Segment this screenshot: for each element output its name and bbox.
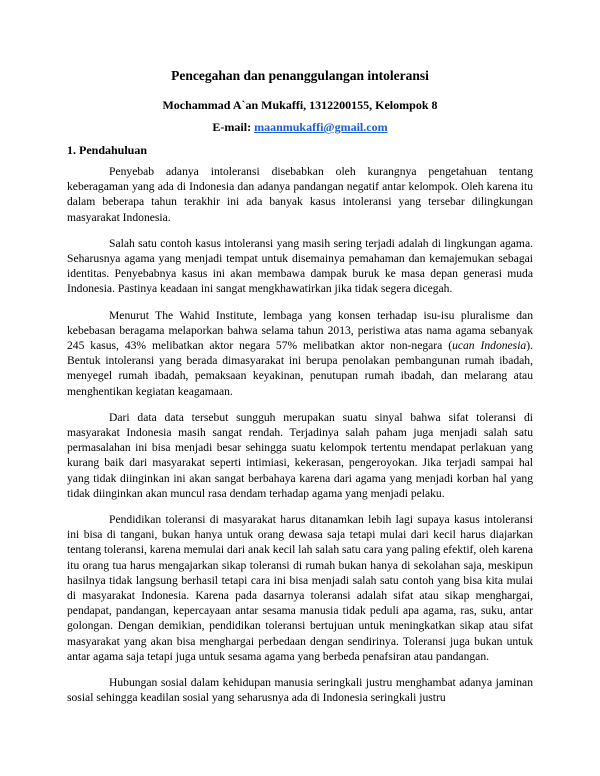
paragraph-4: Dari data data tersebut sungguh merupakan suatu sinyal bahwa sifat toleransi di masyarakat Indonesia masih sangat rendah. Terjadinya salah paham juga menjadi salah satu permasalahan ini bisa menjadi besar sehingga suatu kelompok tertentu mendapat perlakuan yang kurang baik dari masyarakat seperti intimiasi, kekerasan, pengeroyokan. Jika terjadi sampai hal yang tidak diinginkan ini akan sangat berbahaya karena dari agama yang menjadi korban hal yang tidak diinginkan akan muncul rasa dendam terhadap agama yang menjadi pelaku. (67, 410, 533, 500)
document-title: Pencegahan dan penanggulangan intoleransi (171, 68, 429, 83)
paragraph-2: Salah satu contoh kasus intoleransi yang masih sering terjadi adalah di lingkungan agama. Seharusnya agama yang menjadi tempat untuk disemainya pemahaman dan kemajemukan sebagai identitas. Penyebabnya kasus ini akan membawa dampak buruk ke masa depan generasi muda Indonesia. Pastinya keadaan ini sangat mengkhawatirkan jika tidak segera dicegah. (67, 236, 533, 296)
email-link[interactable]: maanmukaffi@gmail.com (254, 120, 388, 134)
document-body (67, 164, 533, 706)
email-line (0, 120, 600, 135)
paragraph-1: Penyebab adanya intoleransi disebabkan oleh kurangnya pengetahuan tentang keberagaman yang ada di Indonesia dan adanya pandangan negatif antar kelompok. Oleh karena itu dalam beberapa tahun terakhir ini ada banyak kasus intoleransi yang tersebar dilingkungan masyarakat Indonesia. (67, 165, 533, 224)
author-line: Mochammad A`an Mukaffi, 1312200155, Kelompok 8 (162, 98, 438, 112)
paragraph-3-italic: ucan Indonesia (452, 339, 527, 353)
paragraph-3-part-b: ). Bentuk intoleransi yang berada dimasyarakat ini berupa penolakan pembangunan rumah ibadah, menyegel rumah ibadah, pemaksaan keyakinan, penutupan rumah ibadah, dan melarang atau menghentikan kegiatan keagamaan. (67, 339, 533, 398)
section-heading: 1. Pendahuluan (67, 143, 148, 157)
email-label: E-mail: (212, 120, 255, 134)
paragraph-6: Hubungan sosial dalam kehidupan manusia seringkali justru menghambat adanya jaminan sosial sehingga keadilan sosial yang seharusnya ada di Indonesia seringkali justru (67, 676, 533, 705)
paragraph-3-part-a: Menurut The Wahid Institute, lembaga yang konsen terhadap isu-isu pluralisme dan kebebasan beragama melaporkan bahwa selama tahun 2013, peristiwa atas nama agama sebanyak 245 kasus, 43% melibatkan aktor negara 57% melibatkan aktor non-negara ( (67, 308, 533, 353)
paragraph-3 (67, 308, 533, 399)
paragraph-5: Pendidikan toleransi di masyarakat harus ditanamkan lebih lagi supaya kasus intoleransi ini bisa di tangani, bukan hanya untuk orang dewasa saja tetapi mulai dari kecil harus diajarkan tentang toleransi, karena memulai dari anak kecil lah salah satu cara yang paling efektif, oleh karena itu orang tua harus mengajarkan sikap toleransi di rumah bukan hanya di sekolahan saja, meskipun hasilnya tidak langsung berhasil tetapi cara ini bisa menjadi salah satu contoh yang bisa kita mulai di masyarakat Indonesia. Karena pada dasarnya toleransi adalah sifat atau sikap menghargai, pendapat, pandangan, kepercayaan antar sesama manusia tidak peduli apa agama, ras, suku, antar golongan. Dengan demikian, pendidikan toleransi bertujuan untuk meningkatkan sikap atau sifat masyarakat yang akan bisa menghargai perbedaan dengan sendirinya. Toleransi juga bukan untuk antar agama saja tetapi juga untuk sesama agama yang berbeda penafsiran atau pandangan. (67, 513, 533, 663)
